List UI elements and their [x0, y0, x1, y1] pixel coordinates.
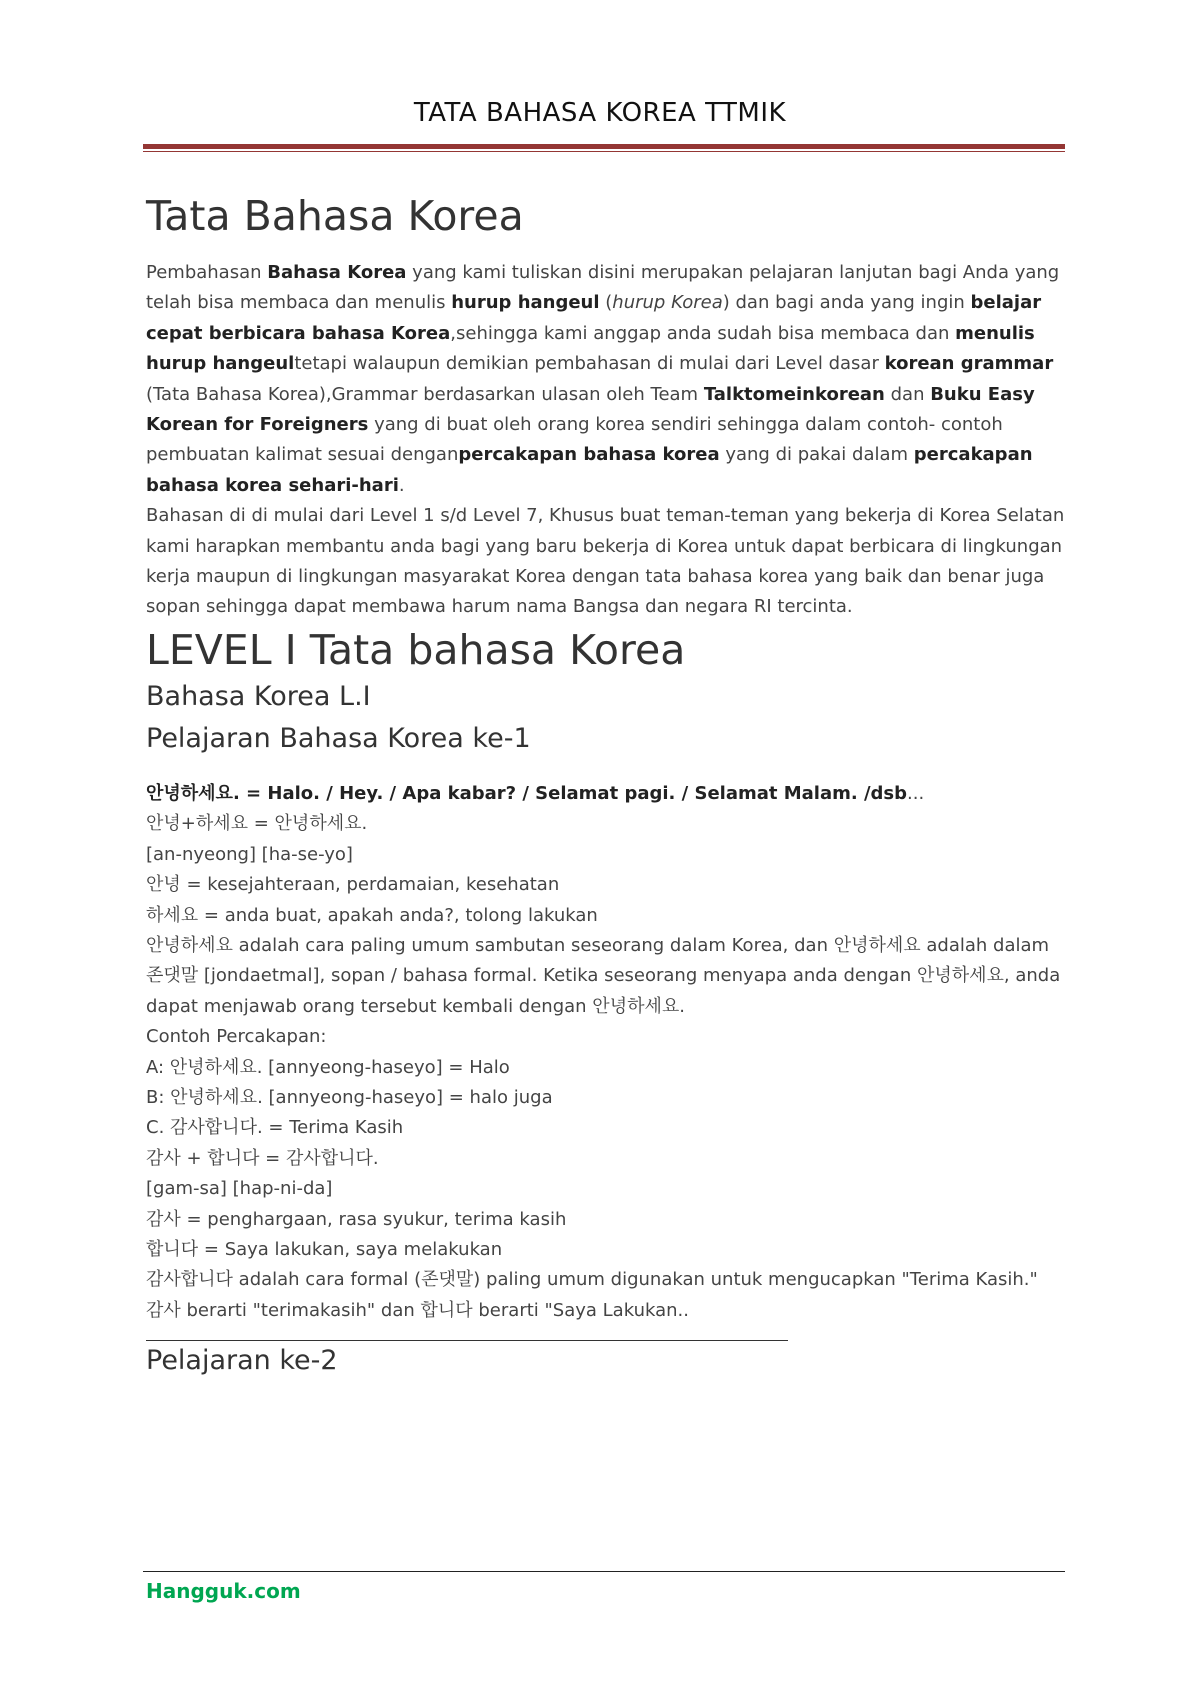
header-rule-thin [143, 151, 1065, 152]
page-header-title: TATA BAHASA KOREA TTMIK [413, 98, 787, 128]
lesson-line: 안녕+하세요 = 안녕하세요. [146, 813, 368, 835]
lesson-paragraph: 안녕하세요 adalah cara paling umum sambutan seseorang dalam Korea, dan 안녕하세요 adalah dalam 존댓말 [jondaetmal], sopan / bahasa formal. Ketika seseorang menyapa anda dengan 안녕하세요, anda dapat menjawab orang tersebut kembali dengan 안녕하세요. [146, 934, 1061, 1017]
lesson-line: 안녕 = kesejahteraan, perdamaian, kesehatan [146, 874, 560, 896]
header-rule [143, 144, 1065, 149]
lesson-line: A: 안녕하세요. [annyeong-haseyo] = Halo [146, 1056, 510, 1078]
level-title: LEVEL I Tata bahasa Korea [146, 625, 686, 674]
intro-paragraph-1: Pembahasan Bahasa Korea yang kami tuliskan disini merupakan pelajaran lanjutan bagi Anda yang telah bisa membaca dan menulis hurup hangeul (hurup Korea) dan bagi anda yang ingin belajar cepat berbicara bahasa Korea,sehingga kami anggap anda sudah bisa membaca dan menulis hurup hangeultetapi walaupun demikian pembahasan di mulai dari Level dasar korean grammar (Tata Bahasa Korea),Grammar berdasarkan ulasan oleh Team Talktomeinkorean dan Buku Easy Korean for Foreigners yang di buat oleh orang korea sendiri sehingga dalam contoh- contoh pembuatan kalimat sesuai denganpercakapan bahasa korea yang di pakai dalam percakapan bahasa korea sehari-hari. [146, 262, 1060, 496]
lesson-1-title: Pelajaran Bahasa Korea ke-1 [146, 722, 531, 754]
lesson-line: 감사합니다 adalah cara formal (존댓말) paling umum digunakan untuk mengucapkan "Terima Kasih." [146, 1269, 1038, 1291]
lesson-line: B: 안녕하세요. [annyeong-haseyo] = halo juga [146, 1086, 553, 1108]
main-content [146, 188, 1066, 1381]
lesson-line: 감사 + 합니다 = 감사합니다. [146, 1147, 379, 1169]
footer-rule [143, 1571, 1065, 1572]
footer-site-link[interactable]: Hangguk.com [146, 1579, 301, 1603]
lesson-line: 하세요 = anda buat, apakah anda?, tolong lakukan [146, 904, 598, 926]
lesson-line: [gam-sa] [hap-ni-da] [146, 1178, 333, 1200]
lesson-1-body [146, 779, 1066, 1326]
lesson-line: [an-nyeong] [ha-se-yo] [146, 843, 353, 865]
lesson-line: C. 감사합니다. = Terima Kasih [146, 1117, 404, 1139]
intro-paragraph-2: Bahasan di di mulai dari Level 1 s/d Level 7, Khusus buat teman-teman yang bekerja di Korea Selatan kami harapkan membantu anda bagi yang baru bekerja di Korea untuk dapat berbicara di lingkungan kerja maupun di lingkungan masyarakat Korea dengan tata bahasa korea yang baik dan benar juga sopan sehingga dapat membawa harum nama Bangsa dan negara RI tercinta. [146, 505, 1065, 618]
intro-section [146, 258, 1066, 623]
document-title: Tata Bahasa Korea [146, 192, 524, 240]
greeting-definition: 안녕하세요. = Halo. / Hey. / Apa kabar? / Selamat pagi. / Selamat Malam. /dsb... [146, 782, 925, 804]
lesson-line: 감사 = penghargaan, rasa syukur, terima kasih [146, 1208, 567, 1230]
lesson-line: 감사 berarti "terimakasih" dan 합니다 berarti "Saya Lakukan.. [146, 1299, 689, 1321]
lesson-line: 합니다 = Saya lakukan, saya melakukan [146, 1238, 503, 1260]
lesson-2-title: Pelajaran ke-2 [146, 1345, 338, 1377]
lesson-line: Contoh Percakapan: [146, 1026, 327, 1048]
level-subtitle: Bahasa Korea L.I [146, 680, 371, 712]
